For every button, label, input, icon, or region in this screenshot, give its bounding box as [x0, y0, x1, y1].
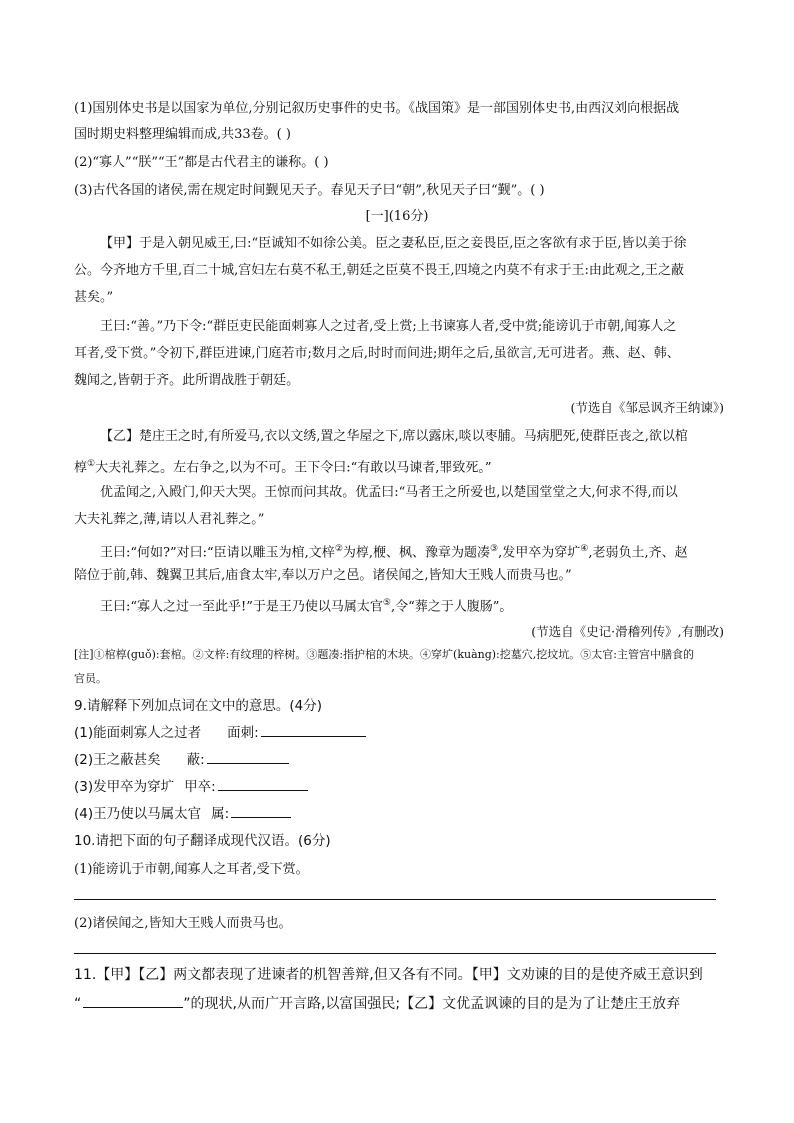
- judgment-2: (2)“寡人”“朕”“王”都是古代君主的谦称。( ): [74, 155, 329, 170]
- yi-text: 王曰:“寡人之过一至此乎!”于是王乃使以马属太官: [100, 599, 383, 615]
- judgment-1-line1: (1)国别体史书是以国家为单位,分别记叙历史事件的史书。《战国策》是一部国别体史书,由西汉刘向根据战: [74, 101, 680, 116]
- yi-para3-line2: 陪位于前,韩、魏翼卫其后,庙食太牢,奉以万户之邑。诸侯闻之,皆知大王贱人而贵马也。”: [74, 568, 572, 583]
- yi-para4-line1: [74, 590, 724, 620]
- yi-source: (节选自《史记·滑稽列传》,有删改): [531, 624, 724, 639]
- q9-term: 面刺:: [227, 725, 259, 741]
- answer-blank[interactable]: [261, 722, 366, 737]
- q10-sentence-1: (1)能谤讥于市朝,闻寡人之耳者,受下赏。: [74, 862, 309, 877]
- yi-text: ,发甲卒为穿圹: [498, 545, 581, 561]
- q11-text: “: [74, 996, 82, 1012]
- answer-blank[interactable]: [207, 749, 289, 764]
- jia-source: (节选自《邹忌讽齐王纳谏》): [570, 400, 724, 415]
- answer-blank[interactable]: [231, 803, 291, 818]
- answer-blank[interactable]: [218, 776, 308, 791]
- q9-item-2: [74, 747, 289, 773]
- q9-item-4: [74, 801, 291, 827]
- jia-para1-line2: 公。今齐地方千里,百二十城,宫妇左右莫不私王,朝廷之臣莫不畏王,四境之内莫不有求于王:由此观之,王之蔽: [74, 263, 685, 278]
- yi-para2-line1: [74, 480, 724, 506]
- yi-para3-line1: [74, 536, 724, 566]
- judgment-3: (3)古代各国的诸侯,需在规定时间觐见天子。春见天子曰“朝”,秋见天子曰“觐”。( ): [74, 183, 545, 198]
- q9-item-text: (1)能面刺寡人之过者: [74, 725, 202, 741]
- footnote-mark: ④: [580, 544, 589, 554]
- q9-title: 9.请解释下列加点词在文中的意思。(4分): [74, 698, 323, 714]
- yi-text: 大夫礼葬之。左右争之,以为不可。王下令曰:“有敢以马谏者,罪致死。”: [95, 460, 492, 476]
- jia-text: 【甲】于是入朝见威王,曰:“臣诚知不如徐公美。臣之妻私臣,臣之妾畏臣,臣之客欲有求于臣,皆以美于徐: [100, 236, 687, 251]
- yi-text: 【乙】楚庄王之时,有所爱马,衣以文绣,置之华屋之下,席以露床,啖以枣脯。马病肥死,使群臣丧之,欲以棺: [100, 429, 688, 444]
- footnote-mark: ⑤: [382, 598, 391, 608]
- q9-item-text: (4)王乃使以马属太官: [74, 806, 202, 822]
- yi-para1-line1: [74, 424, 724, 450]
- jia-para1-line3: 甚矣。”: [74, 290, 114, 305]
- yi-para1-line2: [74, 451, 724, 481]
- q9-term: 蔽:: [186, 752, 205, 768]
- q9-term: 甲卒:: [184, 779, 216, 795]
- jia-para2-line3: 魏闻之,皆朝于齐。此所谓战胜于朝廷。: [74, 373, 300, 388]
- q11-line2: [74, 991, 680, 1017]
- yi-text: 椁: [74, 460, 88, 476]
- q11-text: ”的现状,从而广开言路,以富国强民;【乙】文优孟讽谏的目的是为了让楚庄王放弃: [183, 996, 681, 1012]
- section-title: [一](16分): [365, 209, 429, 224]
- q10-sentence-2: (2)诸侯闻之,皆知大王贱人而贵马也。: [74, 916, 292, 931]
- answer-line[interactable]: [74, 953, 716, 954]
- jia-para2-line2: 耳者,受下赏。”令初下,群臣进谏,门庭若市;数月之后,时时而间进;期年之后,虽欲言,无可进者。燕、赵、韩、: [74, 346, 680, 361]
- q9-item-text: (2)王之蔽甚矣: [74, 752, 161, 768]
- jia-para2-line1: [74, 314, 724, 340]
- yi-text: 为椁,楩、枫、豫章为题凑: [342, 545, 491, 561]
- yi-text: ,老弱负土,齐、赵: [588, 545, 688, 561]
- judgment-1-line2: 国时期史料整理编辑而成,共33卷。( ): [74, 127, 291, 142]
- q9-item-text: (3)发甲卒为穿圹: [74, 779, 175, 795]
- notes-line1: [注]①棺椁(guǒ):套棺。②文梓:有纹理的梓树。③题凑:指护棺的木块。④穿圹(kuàng):挖墓穴,挖坟坑。⑤太官:主管宫中膳食的: [74, 648, 694, 661]
- yi-text: ,令“葬之于人腹肠”。: [390, 599, 513, 615]
- footnote-mark: ③: [490, 544, 499, 554]
- q9-item-1: [74, 720, 366, 746]
- notes-line2: 官员。: [74, 672, 107, 685]
- q9-term: 属:: [211, 806, 230, 822]
- jia-text: 王曰:“善。”乃下令:“群臣吏民能面刺寡人之过者,受上赏;上书谏寡人者,受中赏;能谤讥于市朝,闻寡人之: [100, 319, 677, 334]
- answer-blank[interactable]: [83, 993, 183, 1008]
- footnote-mark: ①: [87, 459, 96, 469]
- footnote-mark: ②: [334, 544, 343, 554]
- q9-item-3: [74, 774, 308, 800]
- q11-line1: 11.【甲】【乙】两文都表现了进谏者的机智善辩,但又各有不同。【甲】文劝谏的目的是使齐威王意识到: [74, 967, 703, 983]
- q10-title: 10.请把下面的句子翻译成现代汉语。(6分): [74, 833, 331, 849]
- yi-text: 优孟闻之,入殿门,仰天大哭。王惊而问其故。优孟曰:“马者王之所爱也,以楚国堂堂之大,何求不得,而以: [100, 485, 678, 500]
- yi-text: 王曰:“何如?”对曰:“臣请以雕玉为棺,文梓: [100, 545, 335, 561]
- jia-para1-line1: [74, 231, 724, 257]
- answer-line[interactable]: [74, 899, 716, 900]
- yi-para2-line2: 大夫礼葬之,薄,请以人君礼葬之。”: [74, 512, 265, 527]
